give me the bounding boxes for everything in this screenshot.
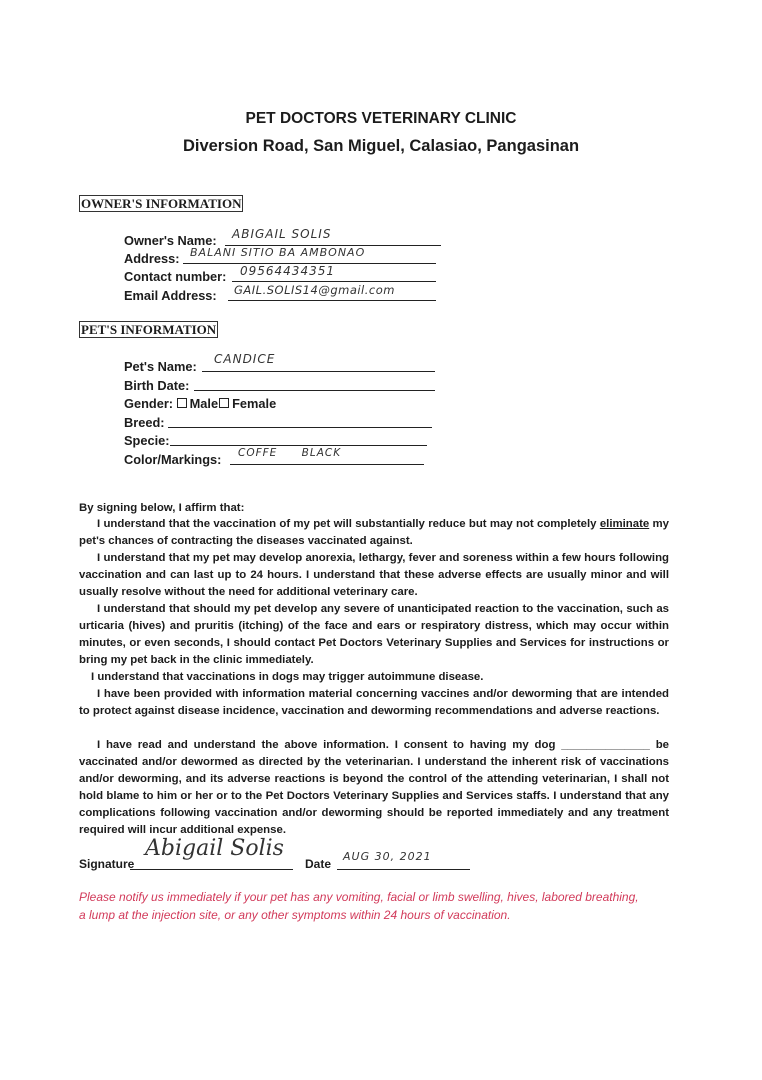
contact-number-value: 09564434351 xyxy=(240,264,335,278)
owner-name-value: ABIGAIL SOLIS xyxy=(232,227,332,241)
color-markings-label: Color/Markings: xyxy=(124,452,222,467)
consent-intro: By signing below, I affirm that: xyxy=(79,502,245,514)
date-value: AUG 30, 2021 xyxy=(343,850,432,863)
consent-paragraph-2 xyxy=(79,550,669,601)
pet-name-value: CANDICE xyxy=(214,352,276,366)
owner-section-heading: OWNER'S INFORMATION xyxy=(81,196,242,211)
birth-date-line xyxy=(194,390,435,391)
consent-p3-text: I understand that should my pet develop any severe of unanticipated reaction to the vaccination, such as urticaria (hives) and pruritis (itching) of the face and ears or respiratory distress, which may occur within minutes, or even seconds, I should contact Pet Doctors Veterinary Supplies and Services for instructions or bring my pet back in the clinic immediately. xyxy=(79,603,669,666)
consent-paragraph-4 xyxy=(79,669,669,686)
signature-label: Signature xyxy=(79,857,135,871)
clinic-address: Diversion Road, San Miguel, Calasiao, Pangasinan xyxy=(182,137,580,155)
female-label: Female xyxy=(232,396,277,411)
footer-note: Please notify us immediately if your pet has any vomiting, facial or limb swelling, hives, labored breathing, a lump at the injection site, or any other symptoms within 24 hours of vaccination. xyxy=(79,890,639,922)
owner-name-label: Owner's Name: xyxy=(124,233,217,248)
email-address-label: Email Address: xyxy=(124,288,217,303)
owner-address-label: Address: xyxy=(124,251,180,266)
consent-p2-text: I understand that my pet may develop anorexia, lethargy, fever and soreness within a few hours following vaccination and can last up to 24 hours. I understand that these adverse effects are usually minor and will usually resolve without the need for additional veterinary care. xyxy=(79,552,669,598)
contact-number-label: Contact number: xyxy=(124,269,227,284)
specie-line xyxy=(170,445,427,446)
consent-paragraph-5 xyxy=(79,686,669,720)
pet-section-heading: PET'S INFORMATION xyxy=(81,322,217,337)
consent-paragraph-3 xyxy=(79,601,669,669)
consent-paragraph-6 xyxy=(79,737,669,839)
consent-p6-text: I have read and understand the above information. I consent to having my dog ______________ be vaccinated and/or dewormed as directed by the veterinarian. I understand the inherent risk of vaccinations and/or deworming, and its adverse reactions is beyond the control of the attending veterinarian, I shall not hold blame to him or her or to the Pet Doctors Veterinary Supplies and Services staffs. I understand that any complications following vaccination and/or deworming should be reported immediately and any treatment required will incur additional expense. xyxy=(79,739,669,836)
pet-name-line xyxy=(202,371,435,372)
breed-label: Breed: xyxy=(124,415,165,430)
date-line xyxy=(337,869,470,870)
birth-date-label: Birth Date: xyxy=(124,378,190,393)
consent-p5-text: I have been provided with information material concerning vaccines and/or deworming that are intended to protect against disease incidence, vaccination and deworming recommendations and adverse reactions. xyxy=(79,688,669,717)
consent-p1-start: I understand that the vaccination of my pet will substantially reduce but may not completely xyxy=(97,518,600,530)
consent-p4-text: I understand that vaccinations in dogs may trigger autoimmune disease. xyxy=(91,671,484,683)
consent-p1-underline: eliminate xyxy=(599,518,650,530)
breed-line xyxy=(168,427,432,428)
signature-line xyxy=(130,869,293,870)
male-checkbox[interactable] xyxy=(177,398,187,408)
signature-value: Abigail Solis xyxy=(145,836,284,861)
female-checkbox[interactable] xyxy=(219,398,229,408)
consent-p1-end: my pet's chances of contracting the diseases vaccinated against. xyxy=(79,518,669,547)
color-markings-line xyxy=(230,464,424,465)
date-label: Date xyxy=(305,857,332,871)
color-markings-value: COFFE BLACK xyxy=(238,447,342,459)
email-address-line xyxy=(228,300,436,301)
email-address-value: GAIL.SOLIS14@gmail.com xyxy=(234,283,395,297)
gender-label: Gender: xyxy=(124,396,174,411)
consent-paragraph-1 xyxy=(79,516,669,550)
gender-field xyxy=(124,396,276,411)
male-label: Male xyxy=(189,396,219,411)
pet-name-label: Pet's Name: xyxy=(124,359,197,374)
specie-label: Specie: xyxy=(124,433,170,448)
contact-number-line xyxy=(232,281,436,282)
clinic-name: PET DOCTORS VETERINARY CLINIC xyxy=(245,110,517,127)
owner-address-value: BALANI SITIO BA AMBONAO xyxy=(190,246,366,259)
